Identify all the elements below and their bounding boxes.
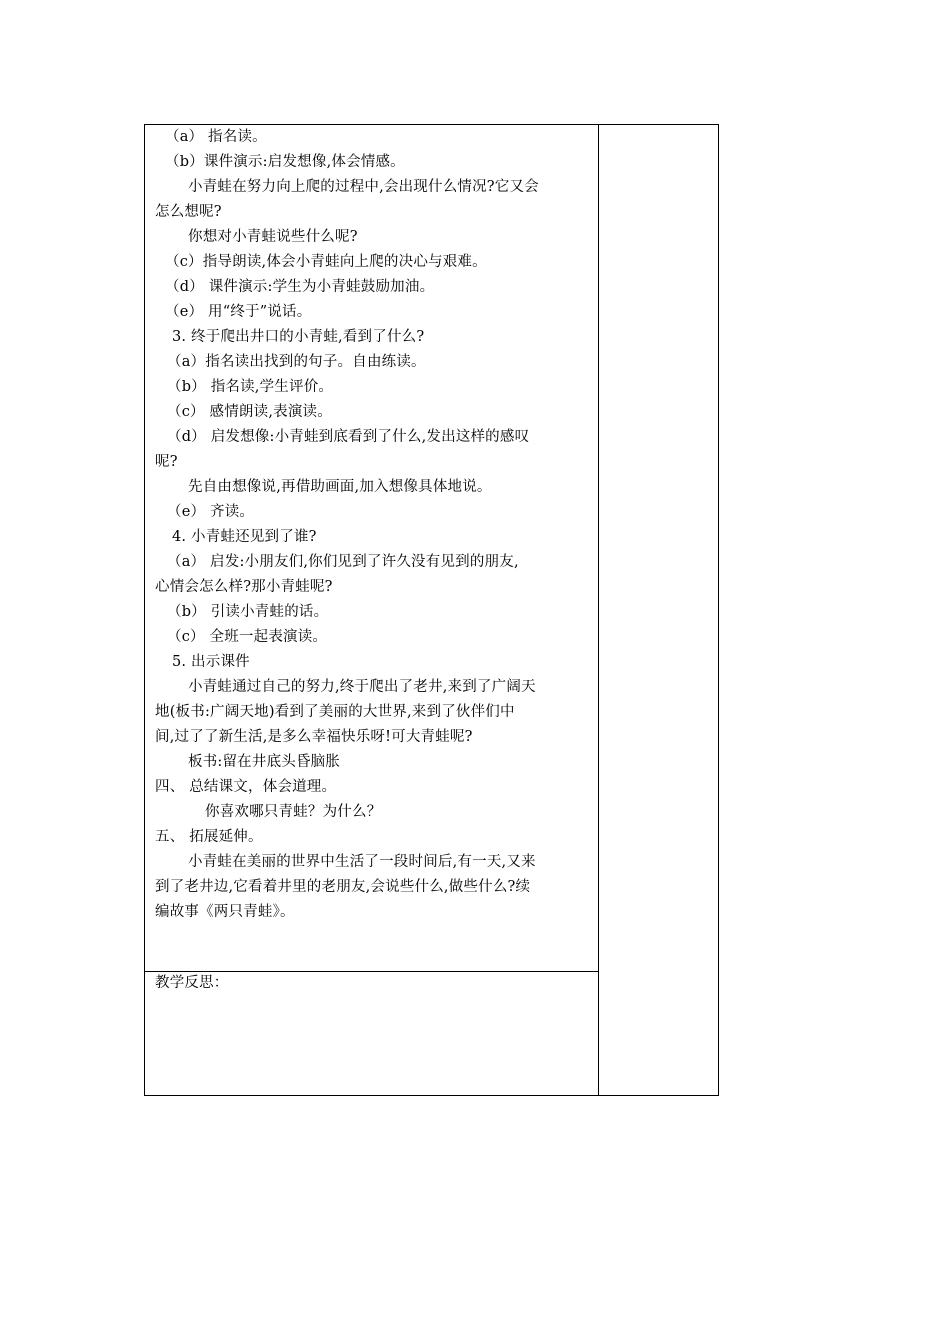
lesson-plan-table [144, 124, 719, 1096]
text-line: （b）课件演示:启发想像,体会情感。 [165, 154, 405, 170]
text-line: 地(板书:广阔天地)看到了美丽的大世界,来到了伙伴们中 [155, 704, 515, 720]
text-line: 4. 小青蛙还见到了谁? [172, 529, 317, 545]
text-line: （d） 启发想像:小青蛙到底看到了什么,发出这样的感叹 [167, 429, 530, 445]
text-line: （c） 感情朗读,表演读。 [167, 404, 332, 420]
text-line: 先自由想像说,再借助画面,加入想像具体地说。 [188, 479, 492, 495]
text-line: （e） 齐读。 [167, 504, 255, 520]
text-line: 怎么想呢? [155, 204, 222, 220]
text-line: （a）指名读出找到的句子。自由练读。 [167, 354, 426, 370]
text-line: 五、 拓展延伸。 [155, 829, 263, 845]
text-line: 到了老井边,它看着井里的老朋友,会说些什么,做些什么?续 [155, 879, 531, 895]
text-line: 心情会怎么样?那小青蛙呢? [155, 579, 333, 595]
text-line: 5. 出示课件 [172, 654, 250, 670]
text-line: 3. 终于爬出井口的小青蛙,看到了什么? [172, 329, 425, 345]
text-line: 呢? [155, 454, 178, 470]
reflection-label: 教学反思： [155, 975, 229, 991]
text-line: （e） 用“终于”说话。 [165, 304, 312, 320]
text-line: 四、 总结课文，体会道理。 [155, 779, 337, 795]
text-line: 间,过了了新生活,是多么幸福快乐呀!可大青蛙呢? [155, 729, 473, 745]
text-line: 小青蛙在美丽的世界中生活了一段时间后,有一天,又来 [188, 854, 536, 870]
column-divider [598, 125, 599, 1095]
text-line: （a） 启发:小朋友们,你们见到了许久没有见到的朋友, [167, 554, 519, 570]
text-line: 编故事《两只青蛙》。 [155, 904, 295, 920]
text-line: 小青蛙通过自己的努力,终于爬出了老井,来到了广阔天 [188, 679, 536, 695]
text-line: 小青蛙在努力向上爬的过程中,会出现什么情况?它又会 [188, 179, 539, 195]
text-line: （b） 指名读,学生评价。 [167, 379, 334, 395]
text-line: （d） 课件演示:学生为小青蛙鼓励加油。 [165, 279, 435, 295]
text-line: 你想对小青蛙说些什么呢? [188, 229, 358, 245]
text-line: （c）指导朗读,体会小青蛙向上爬的决心与艰难。 [165, 254, 487, 270]
text-line: （b） 引读小青蛙的话。 [167, 604, 329, 620]
text-line: （c） 全班一起表演读。 [167, 629, 328, 645]
text-line: 板书:留在井底头昏脑胀 [188, 754, 341, 770]
text-line: （a） 指名读。 [165, 129, 267, 145]
text-line: 你喜欢哪只青蛙？为什么？ [205, 804, 382, 820]
